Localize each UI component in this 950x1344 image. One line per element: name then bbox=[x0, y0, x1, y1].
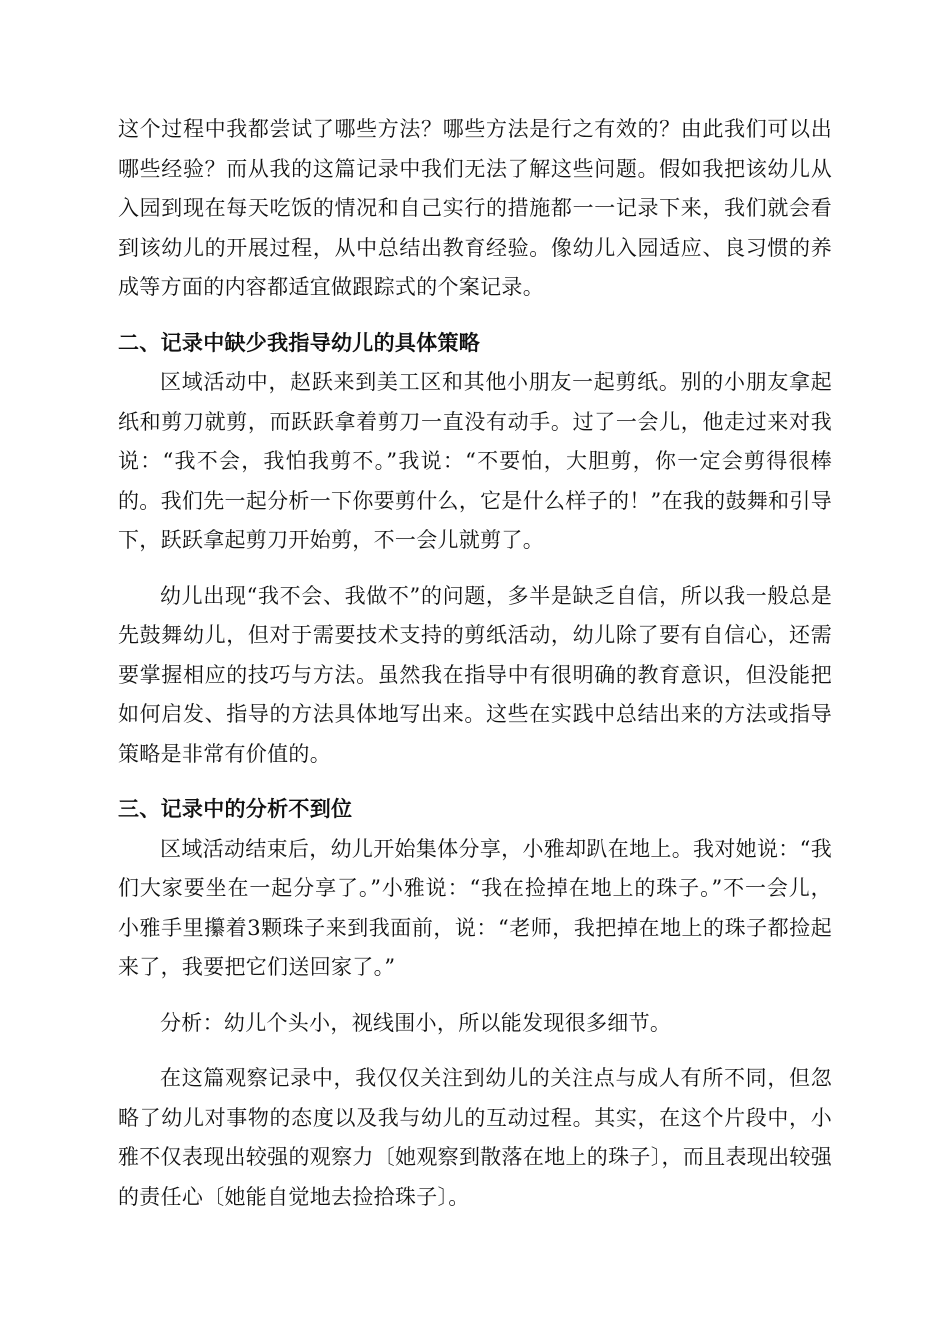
paragraph-reflection-analysis: 在这篇观察记录中，我仅仅关注到幼儿的关注点与成人有所不同，但忽略了幼儿对事物的态度以及我与幼儿的互动过程。其实，在这个片段中，小雅不仅表现出较强的观察力〔她观察到散落在地上的珠子〕，而且表现出较强的责任心〔她能自觉地去捡拾珠子〕。 bbox=[118, 1066, 832, 1209]
section-heading-3: 三、记录中的分析不到位 bbox=[118, 797, 353, 821]
section-heading-2: 二、记录中缺少我指导幼儿的具体策略 bbox=[118, 330, 481, 355]
paragraph-case-scissors: 区域活动中，赵跃来到美工区和其他小朋友一起剪纸。别的小朋友拿起纸和剪刀就剪，而跃跃拿着剪刀一直没有动手。过了一会儿，他走过来对我说：“我不会，我怕我剪不。”我说：“不要怕，大胆剪，你一定会剪得很棒的。我们先一起分析一下你要剪什么，它是什么样子的！”在我的鼓舞和引导下，跃跃拿起剪刀开始剪，不一会儿就剪了。 bbox=[118, 370, 832, 552]
paragraph-analysis: 分析：幼儿个头小，视线围小，所以能发现很多细节。 bbox=[160, 1010, 672, 1035]
paragraph-continuation: 这个过程中我都尝试了哪些方法？哪些方法是行之有效的？由此我们可以出哪些经验？而从我的这篇记录中我们无法了解这些问题。假如我把该幼儿从入园到现在每天吃饭的情况和自己实行的措施都一一记录下来，我们就会看到该幼儿的开展过程，从中总结出教育经验。像幼儿入园适应、良习惯的养成等方面的内容都适宜做跟踪式的个案记录。 bbox=[118, 117, 832, 299]
paragraph-case-beads: 区域活动结束后，幼儿开始集体分享，小雅却趴在地上。我对她说：“我们大家要坐在一起分享了。”小雅说：“我在捡掉在地上的珠子。”不一会儿，小雅手里攥着3颗珠子来到我面前，说：“老师，我把掉在地上的珠子都捡起来了，我要把它们送回家了。” bbox=[118, 836, 832, 979]
document-page bbox=[118, 110, 832, 1217]
paragraph-reflection-strategy: 幼儿出现“我不会、我做不”的问题，多半是缺乏自信，所以我一般总是先鼓舞幼儿，但对于需要技术支持的剪纸活动，幼儿除了要有自信心，还需要掌握相应的技巧与方法。虽然我在指导中有很明确的教育意识，但没能把如何启发、指导的方法具体地写出来。这些在实践中总结出来的方法或指导策略是非常有价值的。 bbox=[118, 583, 832, 766]
